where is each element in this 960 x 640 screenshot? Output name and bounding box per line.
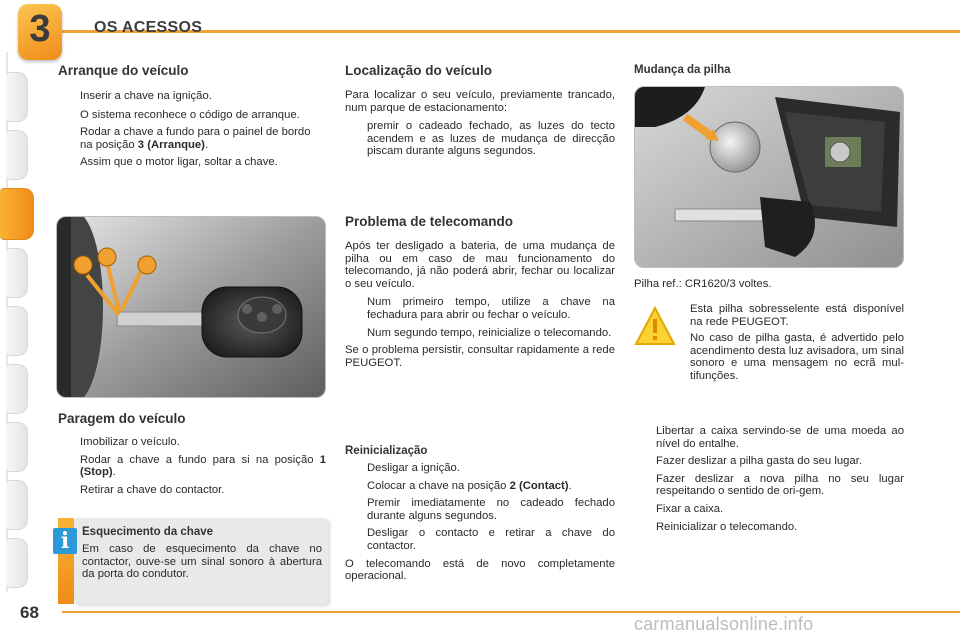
reset-steps bbox=[345, 462, 615, 553]
section-title-battery: Mudança da pilha bbox=[634, 64, 731, 76]
section-title-start: Arranque do veículo bbox=[58, 63, 189, 78]
page-number: 68 bbox=[20, 603, 39, 622]
battery-reference: Pilha ref.: CR1620/3 voltes. bbox=[634, 278, 772, 290]
list-item: Retirar a chave do contactor. bbox=[80, 483, 225, 496]
chapter-tab-7[interactable] bbox=[6, 422, 28, 472]
problem-outro: Se o problema persistir, consultar rapidamente a rede PEUGEOT. bbox=[345, 344, 615, 369]
info-icon: i bbox=[53, 528, 77, 554]
locate-steps bbox=[345, 120, 615, 158]
section-start bbox=[58, 63, 326, 174]
chapter-tab-rail bbox=[0, 52, 34, 592]
list-item: Fixar a caixa. bbox=[656, 502, 724, 515]
chapter-tab-6[interactable] bbox=[6, 364, 28, 414]
list-item: Desligar a ignição. bbox=[367, 462, 460, 474]
list-item: Fazer deslizar a pilha gasta do seu lugar. bbox=[656, 455, 862, 468]
section-remote-problem bbox=[345, 214, 615, 369]
section-locate bbox=[345, 63, 615, 163]
info-box bbox=[74, 518, 328, 604]
ignition-illustration bbox=[57, 217, 326, 398]
list-item: Rodar a chave a fundo para si na posição 1 (Stop). bbox=[80, 453, 326, 479]
section-reset bbox=[345, 445, 615, 583]
battery-ref-block bbox=[634, 278, 904, 291]
list-item: premir o cadeado fechado, as luzes do tecto acendem e as luzes de mudança de direcção piscam durante alguns segundos. bbox=[367, 120, 615, 158]
section-stop bbox=[58, 411, 326, 501]
battery-steps-block bbox=[634, 425, 904, 538]
list-item: Desligar o contacto e retirar a chave do contactor. bbox=[367, 527, 615, 552]
list-item: Premir imediatamente no cadeado fechado durante alguns segundos. bbox=[367, 497, 615, 522]
list-item: Inserir a chave na ignição. O sistema reconhece o código de arranque. bbox=[58, 90, 326, 121]
list-item: Rodar a chave a fundo para o painel de bordo na posição 3 (Arranque). bbox=[80, 126, 311, 151]
battery-steps bbox=[634, 425, 904, 533]
step-note: O sistema reconhece o código de arranque. bbox=[80, 108, 300, 121]
chapter-tab-1[interactable] bbox=[6, 72, 28, 122]
warning-icon bbox=[634, 306, 676, 346]
remote-battery-photo bbox=[634, 86, 904, 268]
section-title-locate: Localização do veículo bbox=[345, 63, 493, 78]
section-title-reset: Reinicialização bbox=[345, 445, 428, 457]
section-title-remote-problem: Problema de telecomando bbox=[345, 214, 514, 229]
chapter-tab-9[interactable] bbox=[6, 538, 28, 588]
footer-rule bbox=[62, 611, 960, 613]
list-item: Colocar a chave na posição 2 (Contact). bbox=[367, 479, 572, 492]
battery-illustration bbox=[635, 87, 904, 268]
problem-intro: Após ter desligado a bateria, de uma mudança de pilha ou em caso de mau funcionamento do telecomando, já não poderá abrir, fechar ou localizar o seu veículo. bbox=[345, 240, 615, 290]
list-item: Fazer deslizar a nova pilha no seu lugar respeitando o sentido de ori-gem. bbox=[656, 472, 904, 498]
section-title-stop: Paragem do veículo bbox=[58, 411, 186, 426]
watermark: carmanualsonline.info bbox=[634, 614, 814, 634]
battery-warning-1: Esta pilha sobresselente está disponível na rede PEUGEOT. bbox=[690, 303, 904, 328]
chapter-tab-8[interactable] bbox=[6, 480, 28, 530]
stop-steps bbox=[58, 436, 326, 496]
ignition-key-photo bbox=[56, 216, 326, 398]
section-battery bbox=[634, 64, 904, 76]
info-box-title: Esquecimento da chave bbox=[82, 526, 214, 538]
list-item: Libertar a caixa servindo-se de uma moeda ao nível do entalhe. bbox=[656, 425, 904, 450]
info-box-text: Em caso de esquecimento da chave no contactor, ouve-se um sinal sonoro à abertura da porta do condutor. bbox=[82, 543, 322, 581]
reset-outro: O telecomando está de novo completamente operacional. bbox=[345, 557, 615, 583]
chapter-tab-4[interactable] bbox=[6, 248, 28, 298]
chapter-number: 3 bbox=[29, 8, 51, 50]
list-item: Reinicializar o telecomando. bbox=[656, 520, 798, 533]
page-title: OS ACESSOS bbox=[94, 19, 203, 36]
battery-warning-block bbox=[690, 303, 904, 383]
chapter-tab-2[interactable] bbox=[6, 130, 28, 180]
list-item: Assim que o motor ligar, soltar a chave. bbox=[80, 156, 278, 169]
list-item: Num primeiro tempo, utilize a chave na fechadura para abrir ou fechar o veículo. bbox=[367, 296, 615, 321]
problem-steps bbox=[345, 296, 615, 339]
list-item: Num segundo tempo, reinicialize o telecomando. bbox=[367, 326, 612, 339]
chapter-tab-5[interactable] bbox=[6, 306, 28, 356]
chapter-tab-3-active[interactable] bbox=[0, 188, 34, 240]
start-steps bbox=[58, 90, 326, 169]
locate-intro: Para localizar o seu veículo, previamente trancado, num parque de estacionamento: bbox=[345, 89, 615, 114]
battery-warning-2: No caso de pilha gasta, é advertido pelo acendimento desta luz avisadora, um sinal sonoro e uma mensagem no ecrã mul-tifunções. bbox=[690, 332, 904, 382]
list-item: Imobilizar o veículo. bbox=[80, 436, 180, 448]
